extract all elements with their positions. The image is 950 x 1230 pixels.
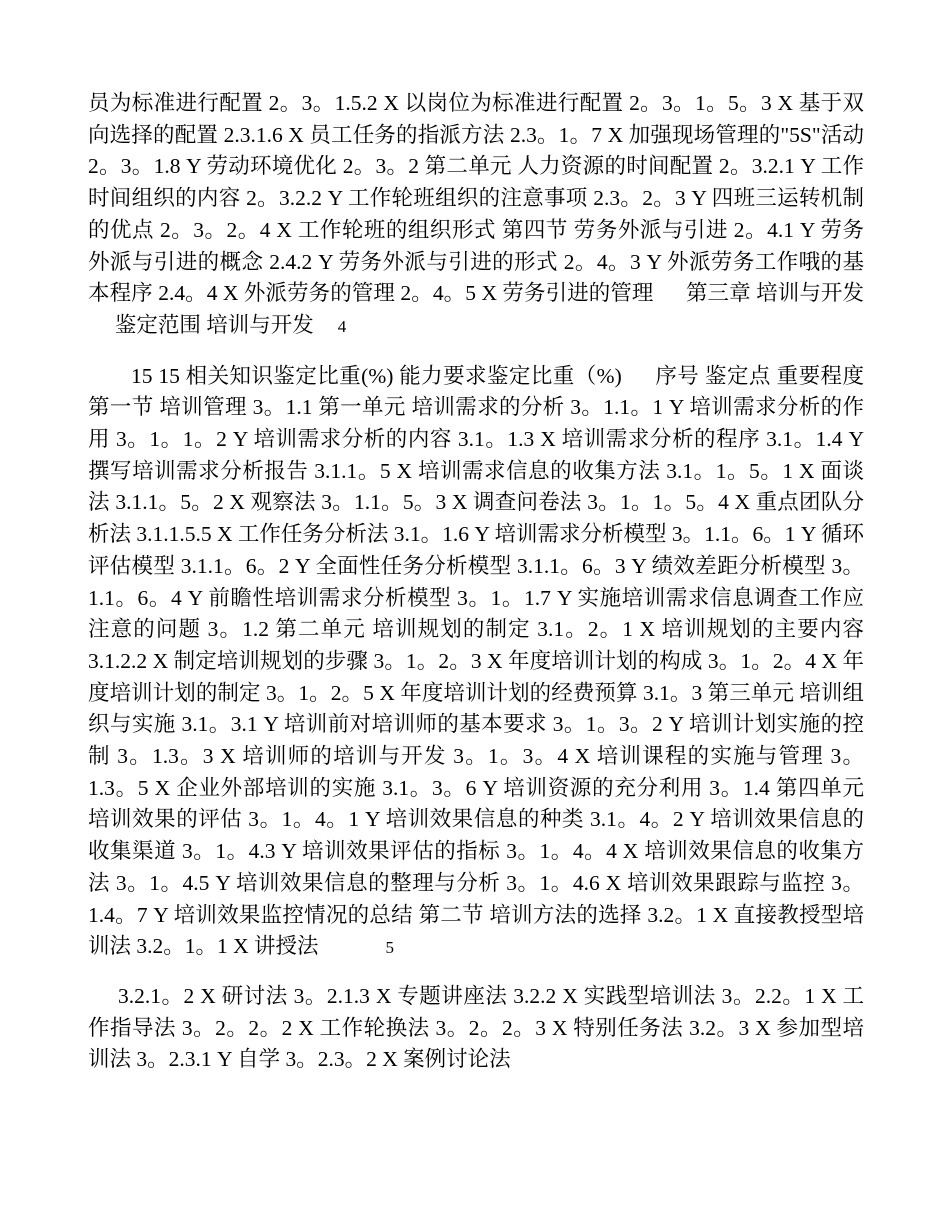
paragraph-3 bbox=[88, 981, 864, 1076]
paragraph-1-text: 员为标准进行配置 2。3。1.5.2 X 以岗位为标准进行配置 2。3。1。5。3 X 基于双向选择的配置 2.3.1.6 X 员工任务的指派方法 2.3。1。7 X 加强现场管理的"5S"活动 2。3。1.8 Y 劳动环境优化 2。3。2 第二单元 人力资源的时间配置 2。3.2.1 Y 工作时间组织的内容 2。3.2.2 Y 工作轮班组织的注意事项 2.3。2。3 Y 四班三运转机制的优点 2。3。2。4 X 工作轮班的组织形式 第四节 劳务外派与引进 2。4.1 Y 劳务外派与引进的概念 2.4.2 Y 劳务外派与引进的形式 2。4。3 Y 外派劳务工作哦的基本程序 2.4。4 X 外派劳务的管理 2。4。5 X 劳务引进的管理 第三章 培训与开发 鉴定范围 培训与开发 bbox=[88, 91, 864, 337]
page-number-4: 4 bbox=[337, 316, 347, 336]
paragraph-2-text: 15 15 相关知识鉴定比重(%) 能力要求鉴定比重（%) 序号 鉴定点 重要程度 第一节 培训管理 3。1.1 第一单元 培训需求的分析 3。1.1。1 Y 培训需求分析的作用 3。1。1。2 Y 培训需求分析的内容 3.1。1.3 X 培训需求分析的程序 3.1。1.4 Y 撰写培训需求分析报告 3.1.1。5 X 培训需求信息的收集方法 3.1。1。5。1 X 面谈法 3.1.1。5。2 X 观察法 3。1.1。5。3 X 调查问卷法 3。1。1。5。4 X 重点团队分析法 3.1.1.5.5 X 工作任务分析法 3.1。1.6 Y 培训需求分析模型 3。1.1。6。1 Y 循环评估模型 3.1.1。6。2 Y 全面性任务分析模型 3.1.1。6。3 Y 绩效差距分析模型 3。1.1。6。4 Y 前瞻性培训需求分析模型 3。1。1.7 Y 实施培训需求信息调查工作应注意的问题 3。1.2 第二单元 培训规划的制定 3.1。2。1 X 培训规划的主要内容 3.1.2.2 X 制定培训规划的步骤 3。1。2。3 X 年度培训计划的构成 3。1。2。4 X 年度培训计划的制定 3。1。2。5 X 年度培训计划的经费预算 3.1。3 第三单元 培训组织与实施 3.1。3.1 Y 培训前对培训师的基本要求 3。1。3。2 Y 培训计划实施的控制 3。1.3。3 X 培训师的培训与开发 3。1。3。4 X 培训课程的实施与管理 3。1.3。5 X 企业外部培训的实施 3.1。3。6 Y 培训资源的充分利用 3。1.4 第四单元 培训效果的评估 3。1。4。1 Y 培训效果信息的种类 3.1。4。2 Y 培训效果信息的收集渠道 3。1。4.3 Y 培训效果评估的指标 3。1。4。4 X 培训效果信息的收集方法 3。1。4.5 Y 培训效果信息的整理与分析 3。1。4.6 X 培训效果跟踪与监控 3。1.4。7 Y 培训效果监控情况的总结 第二节 培训方法的选择 3.2。1 X 直接教授型培训法 3.2。1。1 X 讲授法 bbox=[88, 363, 864, 959]
paragraph-2 bbox=[88, 361, 864, 964]
paragraph-3-text: 3.2.1。2 X 研讨法 3。2.1.3 X 专题讲座法 3.2.2 X 实践型培训法 3。2.2。1 X 工作指导法 3。2。2。2 X 工作轮换法 3。2。2。3 X 特别任务法 3.2。3 X 参加型培训法 3。2.3.1 Y 自学 3。2.3。2 X 案例讨论法 bbox=[88, 983, 864, 1072]
document-page bbox=[88, 88, 864, 1076]
paragraph-1 bbox=[88, 88, 864, 343]
page-number-5: 5 bbox=[385, 938, 395, 958]
